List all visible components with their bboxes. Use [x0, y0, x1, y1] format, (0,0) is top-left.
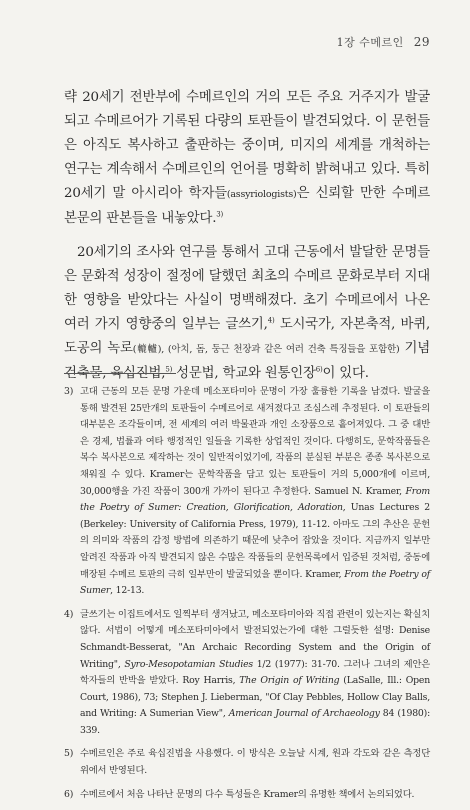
paragraph-1-english: (assyriologists) — [226, 189, 297, 200]
footnote-text — [80, 607, 430, 740]
paragraph-2-text-d: 기념 건축물, 육십진법, — [64, 341, 431, 381]
footnote — [64, 384, 430, 600]
footnote — [64, 746, 430, 779]
footnote — [64, 607, 430, 740]
paragraph-2-text-b: 도시국가, 자본축적, 바퀴, 도공의 녹로 — [64, 317, 430, 356]
footnote-segment: , Unas Lectures 2 (Berkeley: University of California Press, 1979), 11-12. 아마도 그의 추산은 문헌의 의미와 작품의 감정 방법에 의존하기 때문에 낮추어 잡았을 것이다. 지금까지 일부만 알려진 작품과 아직 발견되지 않은 수많은 작품들의 문헌목록에서 입증된 것처럼, 중동에 매장된 수메르 토판의 극히 일부만이 발굴되었을 뿐이다. Kramer, — [80, 502, 430, 580]
footnote-segment: , 12-13. — [110, 585, 145, 597]
footnote-title: From the Poetry of Sumer — [80, 568, 431, 597]
paragraph-2-text: 20세기의 조사와 연구를 통해서 고대 근동에서 발달한 문명들은 문화적 성장이 절정에 달했던 최초의 수메르 문화로부터 지대한 영향을 받았다는 사실이 명백해졌다. 초기 수메르에서 나온 여러 가지 영향중의 일부는 글쓰기, — [64, 245, 430, 332]
main-text — [64, 86, 430, 386]
footnote-divider — [64, 373, 176, 374]
footnote-segment: 84 (1980): 339. — [80, 708, 430, 736]
footnote-segment: 고대 근동의 모든 문명 가운데 메소포타미아 문명이 가장 훌륭한 기록을 남겼다. 발굴을 통해 발견된 25만개의 토판들이 수메르어로 새겨졌다고 조심스레 추정된다. 이 토판들의 대부분은 조각들이며, 전 세계의 여러 박물관과 개인 소장품으로 흩어져있다. 그 중 대반은 경제, 법률과 여타 행정적인 일들을 기록한 상업적인 것이다. 다행히도, 문학작품들은 복수 복사본으로 제작하는 것이 일반적이었기에, 작품의 분실된 부분은 종종 복사본으로 채워질 수 있다. Kramer는 문학작품을 담고 있는 토판들이 거의 5,000개에 이르며, 30,000행을 가진 작품이 300개 가까이 된다고 추정한다. Samuel N. Kramer, — [80, 386, 430, 497]
footnote-number: 6) — [64, 788, 74, 800]
paragraph-2-text-end: 이 있다. — [322, 366, 369, 381]
footnote — [64, 787, 430, 804]
footnote-segment: 수메르인은 주로 육십진법을 사용했다. 이 방식은 오늘날 시계, 원과 각도와 같은 측정단위에서 반영된다. — [80, 748, 430, 777]
paragraph-1-text-end: 은 신뢰할 만한 수메르 본문의 판본들을 내놓았다. — [64, 186, 430, 226]
paragraph-2 — [64, 241, 430, 386]
footnote-text — [80, 384, 430, 600]
paragraph-2-text-e: 성문법, 학교와 원통인장 — [172, 366, 316, 381]
chapter-title: 1장 수메르인 — [336, 36, 404, 49]
footnote-title: The Origin of Writing — [239, 675, 340, 687]
footnote-text — [80, 746, 430, 779]
footnote-segment: 1/2 (1977): 31-70. 그러나 그녀의 제안은 학자들의 반박을 받았다. Roy Harris, — [80, 658, 431, 687]
paragraph-2-aside: (轆轤), (아치, 돔, 둥근 천장과 같은 여러 건축 특징들을 포함한) — [132, 344, 400, 355]
footnote-segment: 수메르에서 처음 나타난 문명의 다수 특성들은 Kramer의 유명한 책에서 논의되었다. — [80, 788, 415, 800]
footnote-number: 5) — [64, 748, 74, 760]
footnote-number: 3) — [64, 386, 74, 397]
footnote-title: Syro-Mesopotamian Studies — [124, 658, 253, 670]
footnote-title: American Journal of Archaeology — [228, 708, 380, 720]
footnote-ref-3[interactable]: 3) — [216, 210, 224, 219]
page-number: 29 — [413, 35, 430, 49]
footnote-ref-4[interactable]: 4) — [267, 316, 275, 325]
footnote-ref-5[interactable]: 5) — [165, 365, 173, 374]
footnote-segment: (LaSalle, Ill.: Open Court, 1986), 73; Stephen J. Lieberman, "Of Clay Pebbles, Hollow Clay Balls, and Writing: A Sumerian View", — [80, 675, 430, 720]
footnote-title: From the Poetry of Sumer: Creation, Glorification, Adoration — [80, 485, 430, 514]
footnotes — [64, 384, 430, 810]
footnote-number: 4) — [64, 608, 74, 620]
paragraph-1 — [64, 86, 430, 231]
footnote-text — [80, 787, 430, 804]
footnote-segment: 글쓰기는 이집트에서도 일찍부터 생겨났고, 메소포타미아와 직접 관련이 있는지는 확실치 않다. 서법이 어떻게 메소포타미아에서 발전되었는가에 대한 그럴듯한 설명: Denise Schmandt-Besserat, "An Archaic Recording System and the Origin of Writing", — [80, 608, 430, 670]
running-header — [337, 34, 430, 50]
paragraph-1-text: 략 20세기 전반부에 수메르인의 거의 모든 주요 거주지가 발굴되고 수메르어가 기록된 다량의 토판들이 발견되었다. 이 문헌들은 아직도 복사하고 출판하는 중이며, 미지의 세계를 개척하는 연구는 계속해서 수메르인의 언어를 명확히 밝혀내고 있다. 특히 20세기 말 아시리아 학자들 — [64, 90, 430, 201]
footnote-ref-6[interactable]: 6) — [315, 365, 323, 374]
